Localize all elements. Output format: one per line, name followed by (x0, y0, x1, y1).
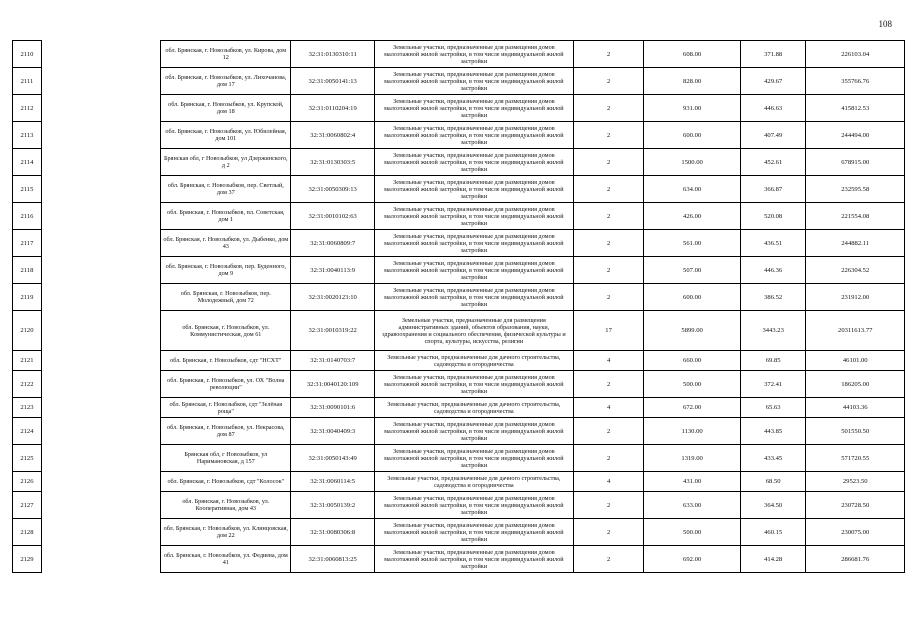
cadastral-number-cell: 32:31:0140703:7 (291, 351, 375, 371)
cadastral-number-cell: 32:31:0110204:19 (291, 95, 375, 122)
gap-cell (41, 351, 160, 371)
cadastral-value-cell: 186205.00 (806, 371, 905, 398)
table-row (13, 351, 905, 371)
area-cell: 600.00 (644, 122, 740, 149)
table-row (13, 149, 905, 176)
area-cell: 500.00 (644, 519, 740, 546)
cadastral-value-cell: 571720.55 (806, 445, 905, 472)
row-number-cell: 2111 (13, 68, 42, 95)
area-cell: 608.00 (644, 41, 740, 68)
cadastral-number-cell: 32:31:0060809:7 (291, 230, 375, 257)
table-row (13, 41, 905, 68)
row-number-cell: 2123 (13, 398, 42, 418)
row-number-cell: 2122 (13, 371, 42, 398)
land-use-cell: Земельные участки, предназначенные для размещения домов малоэтажной жилой застройки, в том числе индивидуальной жилой застройки (374, 203, 573, 230)
row-number-cell: 2118 (13, 257, 42, 284)
cadastral-value-cell: 20311613.77 (806, 311, 905, 351)
table-row (13, 472, 905, 492)
address-cell: обл. Брянская, г. Новозыбков, ул. Крупской, дом 18 (161, 95, 291, 122)
table-row (13, 519, 905, 546)
gap-cell (41, 519, 160, 546)
area-cell: 500.00 (644, 371, 740, 398)
address-cell: Брянская обл, г Новозыбков, ул Дзержинского, д 2 (161, 149, 291, 176)
row-number-cell: 2114 (13, 149, 42, 176)
page-number: 108 (878, 19, 892, 29)
cadastral-value-cell: 286681.76 (806, 546, 905, 573)
address-cell: обл. Брянская, г. Новозыбков, пл. Советская, дом 1 (161, 203, 291, 230)
land-use-cell: Земельные участки, предназначенные для размещения домов малоэтажной жилой застройки, в том числе индивидуальной жилой застройки (374, 371, 573, 398)
group-cell: 17 (573, 311, 644, 351)
gap-cell (41, 95, 160, 122)
area-cell: 507.00 (644, 257, 740, 284)
specific-value-cell: 372.41 (740, 371, 806, 398)
group-cell: 2 (573, 176, 644, 203)
land-use-cell: Земельные участки, предназначенные для размещения домов малоэтажной жилой застройки, в том числе индивидуальной жилой застройки (374, 284, 573, 311)
cadastral-number-cell: 32:31:0060813:25 (291, 546, 375, 573)
address-cell: Брянская обл, г Новозыбков, ул Наримановская, д 157 (161, 445, 291, 472)
table-row (13, 122, 905, 149)
land-use-cell: Земельные участки, предназначенные для дачного строительства, садоводства и огородничества (374, 472, 573, 492)
table-row (13, 230, 905, 257)
address-cell: обл. Брянская, г. Новозыбков, пер. Молодежный, дом 72 (161, 284, 291, 311)
land-use-cell: Земельные участки, предназначенные для размещения домов малоэтажной жилой застройки, в том числе индивидуальной жилой застройки (374, 41, 573, 68)
cadastral-number-cell: 32:31:0060114:5 (291, 472, 375, 492)
cadastral-number-cell: 32:31:0090101:6 (291, 398, 375, 418)
row-number-cell: 2128 (13, 519, 42, 546)
address-cell: обл. Брянская, г. Новозыбков, ул. Лихочанова, дом 17 (161, 68, 291, 95)
cadastral-value-cell: 44103.36 (806, 398, 905, 418)
land-use-cell: Земельные участки, предназначенные для размещения домов малоэтажной жилой застройки, в том числе индивидуальной жилой застройки (374, 68, 573, 95)
table-row (13, 418, 905, 445)
cadastral-value-table (12, 40, 905, 573)
table-row (13, 176, 905, 203)
cadastral-number-cell: 32:31:0130310:11 (291, 41, 375, 68)
gap-cell (41, 546, 160, 573)
table-row (13, 546, 905, 573)
group-cell: 2 (573, 95, 644, 122)
cadastral-number-cell: 32:31:0050139:2 (291, 492, 375, 519)
gap-cell (41, 41, 160, 68)
address-cell: обл. Брянская, г. Новозыбков, ул. Клинцовская, дом 22 (161, 519, 291, 546)
gap-cell (41, 257, 160, 284)
specific-value-cell: 366.87 (740, 176, 806, 203)
address-cell: обл. Брянская, г. Новозыбков, ул. Дыбенко, дом 43 (161, 230, 291, 257)
address-cell: обл. Брянская, г. Новозыбков, пер. Буденного, дом 9 (161, 257, 291, 284)
gap-cell (41, 418, 160, 445)
specific-value-cell: 520.08 (740, 203, 806, 230)
specific-value-cell: 414.28 (740, 546, 806, 573)
row-number-cell: 2115 (13, 176, 42, 203)
address-cell: обл. Брянская, г. Новозыбков, сдт "Зелёная роща" (161, 398, 291, 418)
specific-value-cell: 69.85 (740, 351, 806, 371)
land-use-cell: Земельные участки, предназначенные для дачного строительства, садоводства и огородничества (374, 351, 573, 371)
specific-value-cell: 68.50 (740, 472, 806, 492)
area-cell: 692.00 (644, 546, 740, 573)
area-cell: 1319.00 (644, 445, 740, 472)
gap-cell (41, 445, 160, 472)
area-cell: 1500.00 (644, 149, 740, 176)
group-cell: 4 (573, 351, 644, 371)
table-row (13, 257, 905, 284)
group-cell: 2 (573, 546, 644, 573)
cadastral-value-cell: 232595.58 (806, 176, 905, 203)
address-cell: обл. Брянская, г. Новозыбков, ул. Некрасова, дом 87 (161, 418, 291, 445)
table-row (13, 371, 905, 398)
cadastral-number-cell: 32:31:0040409:3 (291, 418, 375, 445)
cadastral-value-cell: 355766.76 (806, 68, 905, 95)
group-cell: 2 (573, 41, 644, 68)
specific-value-cell: 65.63 (740, 398, 806, 418)
specific-value-cell: 371.88 (740, 41, 806, 68)
row-number-cell: 2116 (13, 203, 42, 230)
address-cell: обл. Брянская, г. Новозыбков, ул. Кирова, дом 12 (161, 41, 291, 68)
table-row (13, 398, 905, 418)
cadastral-value-cell: 244882.11 (806, 230, 905, 257)
row-number-cell: 2117 (13, 230, 42, 257)
area-cell: 426.00 (644, 203, 740, 230)
group-cell: 4 (573, 472, 644, 492)
cadastral-number-cell: 32:31:0040113:9 (291, 257, 375, 284)
table-row (13, 284, 905, 311)
table-row (13, 492, 905, 519)
cadastral-value-cell: 29523.50 (806, 472, 905, 492)
gap-cell (41, 472, 160, 492)
cadastral-value-cell: 221554.08 (806, 203, 905, 230)
group-cell: 2 (573, 445, 644, 472)
area-cell: 1130.00 (644, 418, 740, 445)
group-cell: 2 (573, 203, 644, 230)
cadastral-value-cell: 230728.50 (806, 492, 905, 519)
group-cell: 2 (573, 492, 644, 519)
table-row (13, 68, 905, 95)
area-cell: 431.00 (644, 472, 740, 492)
specific-value-cell: 407.49 (740, 122, 806, 149)
table-row (13, 445, 905, 472)
land-use-cell: Земельные участки, предназначенные для размещения домов малоэтажной жилой застройки, в том числе индивидуальной жилой застройки (374, 122, 573, 149)
cadastral-value-cell: 415812.53 (806, 95, 905, 122)
specific-value-cell: 364.50 (740, 492, 806, 519)
land-use-cell: Земельные участки, предназначенные для размещения домов малоэтажной жилой застройки, в том числе индивидуальной жилой застройки (374, 519, 573, 546)
gap-cell (41, 284, 160, 311)
row-number-cell: 2129 (13, 546, 42, 573)
cadastral-value-cell: 231912.00 (806, 284, 905, 311)
area-cell: 672.00 (644, 398, 740, 418)
row-number-cell: 2113 (13, 122, 42, 149)
group-cell: 2 (573, 122, 644, 149)
row-number-cell: 2119 (13, 284, 42, 311)
land-use-cell: Земельные участки, предназначенные для размещения домов малоэтажной жилой застройки, в том числе индивидуальной жилой застройки (374, 95, 573, 122)
land-use-cell: Земельные участки, предназначенные для размещения домов малоэтажной жилой застройки, в том числе индивидуальной жилой застройки (374, 176, 573, 203)
cadastral-value-cell: 678915.00 (806, 149, 905, 176)
specific-value-cell: 446.36 (740, 257, 806, 284)
gap-cell (41, 371, 160, 398)
cadastral-number-cell: 32:31:0010102:63 (291, 203, 375, 230)
address-cell: обл. Брянская, г. Новозыбков, пер. Светлый, дом 37 (161, 176, 291, 203)
gap-cell (41, 203, 160, 230)
land-use-cell: Земельные участки, предназначенные для размещения домов малоэтажной жилой застройки, в том числе индивидуальной жилой застройки (374, 230, 573, 257)
specific-value-cell: 429.67 (740, 68, 806, 95)
specific-value-cell: 452.61 (740, 149, 806, 176)
specific-value-cell: 446.63 (740, 95, 806, 122)
cadastral-value-cell: 46101.00 (806, 351, 905, 371)
cadastral-number-cell: 32:31:0010319:22 (291, 311, 375, 351)
row-number-cell: 2121 (13, 351, 42, 371)
group-cell: 4 (573, 398, 644, 418)
land-use-cell: Земельные участки, предназначенные для размещения административных зданий, объектов образования, науки, здравоохранения и социального обеспечения, физической культуры и спорта, культуры, искусства, религии (374, 311, 573, 351)
specific-value-cell: 436.51 (740, 230, 806, 257)
group-cell: 2 (573, 284, 644, 311)
cadastral-number-cell: 32:31:0050141:13 (291, 68, 375, 95)
specific-value-cell: 443.85 (740, 418, 806, 445)
address-cell: обл. Брянская, г. Новозыбков, ул. Юбилейная, дом 101 (161, 122, 291, 149)
cadastral-number-cell: 32:31:0080306:8 (291, 519, 375, 546)
table-row (13, 203, 905, 230)
row-number-cell: 2124 (13, 418, 42, 445)
address-cell: обл. Брянская, г. Новозыбков, ул. ОХ "Волна революции" (161, 371, 291, 398)
land-use-cell: Земельные участки, предназначенные для размещения домов малоэтажной жилой застройки, в том числе индивидуальной жилой застройки (374, 546, 573, 573)
cadastral-value-cell: 244494.00 (806, 122, 905, 149)
address-cell: обл. Брянская, г. Новозыбков, ул. Федиева, дом 41 (161, 546, 291, 573)
cadastral-number-cell: 32:31:0020123:10 (291, 284, 375, 311)
group-cell: 2 (573, 418, 644, 445)
group-cell: 2 (573, 371, 644, 398)
cadastral-value-cell: 230075.00 (806, 519, 905, 546)
specific-value-cell: 460.15 (740, 519, 806, 546)
row-number-cell: 2112 (13, 95, 42, 122)
cadastral-value-cell: 501550.50 (806, 418, 905, 445)
row-number-cell: 2127 (13, 492, 42, 519)
specific-value-cell: 386.52 (740, 284, 806, 311)
table-body (13, 41, 905, 573)
area-cell: 660.00 (644, 351, 740, 371)
row-number-cell: 2125 (13, 445, 42, 472)
gap-cell (41, 230, 160, 257)
area-cell: 931.00 (644, 95, 740, 122)
area-cell: 633.00 (644, 492, 740, 519)
cadastral-number-cell: 32:31:0040120:109 (291, 371, 375, 398)
area-cell: 5899.00 (644, 311, 740, 351)
row-number-cell: 2110 (13, 41, 42, 68)
specific-value-cell: 433.45 (740, 445, 806, 472)
cadastral-number-cell: 32:31:0050143:49 (291, 445, 375, 472)
cadastral-value-cell: 226304.52 (806, 257, 905, 284)
group-cell: 2 (573, 149, 644, 176)
land-use-cell: Земельные участки, предназначенные для размещения домов малоэтажной жилой застройки, в том числе индивидуальной жилой застройки (374, 492, 573, 519)
gap-cell (41, 492, 160, 519)
gap-cell (41, 398, 160, 418)
cadastral-number-cell: 32:31:0060802:4 (291, 122, 375, 149)
gap-cell (41, 122, 160, 149)
gap-cell (41, 68, 160, 95)
address-cell: обл. Брянская, г. Новозыбков, сдт "Колосок" (161, 472, 291, 492)
group-cell: 2 (573, 257, 644, 284)
address-cell: обл. Брянская, г. Новозыбков, ул. Коммунистическая, дом 61 (161, 311, 291, 351)
table-row (13, 95, 905, 122)
gap-cell (41, 176, 160, 203)
table-row (13, 311, 905, 351)
gap-cell (41, 149, 160, 176)
area-cell: 561.00 (644, 230, 740, 257)
row-number-cell: 2126 (13, 472, 42, 492)
land-use-cell: Земельные участки, предназначенные для размещения домов малоэтажной жилой застройки, в том числе индивидуальной жилой застройки (374, 257, 573, 284)
cadastral-value-cell: 226103.04 (806, 41, 905, 68)
address-cell: обл. Брянская, г. Новозыбков, ул. Кооперативная, дом 43 (161, 492, 291, 519)
area-cell: 634.00 (644, 176, 740, 203)
group-cell: 2 (573, 519, 644, 546)
land-use-cell: Земельные участки, предназначенные для размещения домов малоэтажной жилой застройки, в том числе индивидуальной жилой застройки (374, 149, 573, 176)
address-cell: обл. Брянская, г. Новозыбков, сдт "НСХТ" (161, 351, 291, 371)
group-cell: 2 (573, 230, 644, 257)
cadastral-number-cell: 32:31:0050309:13 (291, 176, 375, 203)
gap-cell (41, 311, 160, 351)
group-cell: 2 (573, 68, 644, 95)
specific-value-cell: 3443.23 (740, 311, 806, 351)
land-use-cell: Земельные участки, предназначенные для размещения домов малоэтажной жилой застройки, в том числе индивидуальной жилой застройки (374, 445, 573, 472)
area-cell: 600.00 (644, 284, 740, 311)
land-use-cell: Земельные участки, предназначенные для размещения домов малоэтажной жилой застройки, в том числе индивидуальной жилой застройки (374, 418, 573, 445)
row-number-cell: 2120 (13, 311, 42, 351)
cadastral-number-cell: 32:31:0130303:5 (291, 149, 375, 176)
area-cell: 828.00 (644, 68, 740, 95)
land-use-cell: Земельные участки, предназначенные для дачного строительства, садоводства и огородничества (374, 398, 573, 418)
